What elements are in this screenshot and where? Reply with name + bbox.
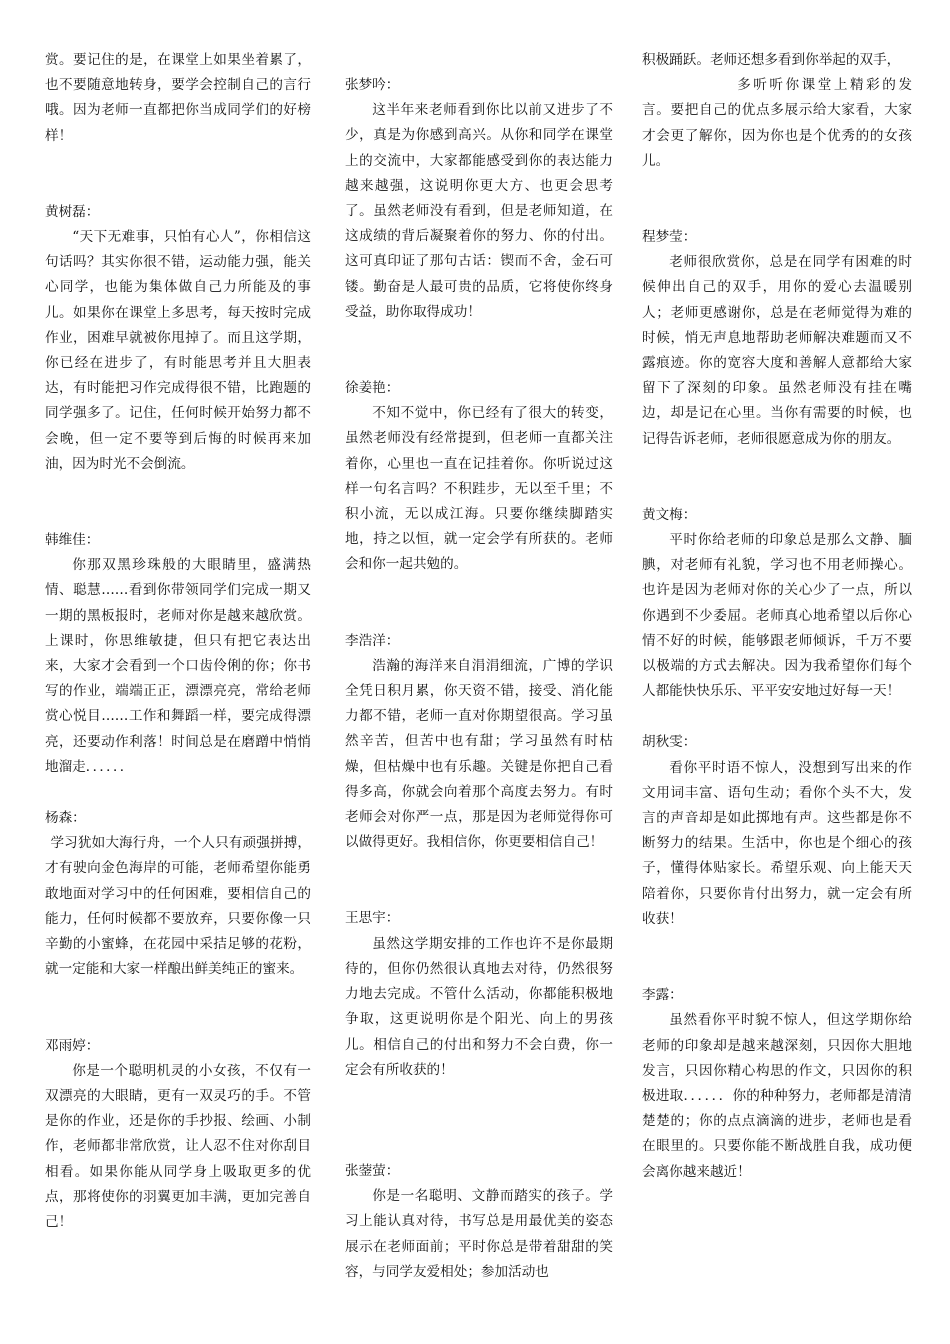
comment-text: 平时你给老师的印象总是那么文静、腼腆，对老师有礼貌，学习也不用老师操心。也许是因为老师对你的关心少了一点，所以你遇到不少委屈。老师真心地希望以后你心情不好的时候，能够跟老师倾诉，千万不要以极端的方式去解决。因为我希望你们每个人都能快快乐乐、平平安安地过好每一天！ — [642, 532, 912, 700]
student-name: 王思宇： — [345, 910, 400, 927]
student-name: 程梦莹： — [642, 229, 697, 246]
comment-text: “天下无难事，只怕有心人”，你相信这句话吗？其实你很不错，运动能力强，能关心同学，也能为集体做自己力所能及的事儿。如果你在课堂上多思考，每天按时完成作业，困难早就被你甩掉了。而且这学期，你已经在进步了，有时能思考并且大胆表达，有时能把习作完成得很不错，比跑题的同学强多了。记住，任何时候开始努力都不会晚，但一定不要等到后悔的时候再来加油，因为时光不会倒流。 — [45, 229, 311, 472]
student-name: 徐姜艳： — [345, 380, 400, 397]
comment-text: 多听听你课堂上精彩的发言。要把自己的优点多展示给大家看，大家才会更了解你，因为你也是个优秀的的女孩儿。 — [642, 77, 912, 169]
comment-text: 学习犹如大海行舟，一个人只有顽强拼搏，才有驶向金色海岸的可能，老师希望你能勇敢地面对学习中的任何困难，要相信自己的能力，任何时候都不要放弃，只要你像一只辛勤的小蜜蜂，在花园中采拮足够的花粉，就一定能和大家一样酿出鲜美纯正的蜜来。 — [45, 835, 311, 978]
comment-text: 老师很欣赏你，总是在同学有困难的时候伸出自己的双手，用你的爱心去温暖别人；老师更感谢你，总是在老师觉得为难的时候，悄无声息地帮助老师解决难题而又不露痕迹。你的宽容大度和善解人意都给大家留下了深刻的印象。虽然老师没有挂在嘴边，却是记在心里。当你有需要的时候，也记得告诉老师，老师很愿意成为你的朋友。 — [642, 254, 912, 447]
student-name: 韩维佳： — [45, 532, 100, 549]
comment-text: 浩瀚的海洋来自涓涓细流，广博的学识全凭日积月累，你天资不错，接受、消化能力都不错，老师一直对你期望很高。学习虽然辛苦，但苦中也有甜；学习虽然有时枯燥，但枯燥中也有乐趣。关键是你把自己看得多高，你就会向着那个高度去努力。有时老师会对你严一点，那是因为老师觉得你可以做得更好。我相信你，你更要相信自己！ — [345, 657, 613, 851]
comment-text: 你是一名聪明、文静而踏实的孩子。学习上能认真对待，书写总是用最优美的姿态展示在老师面前；平时你总是带着甜甜的笑容，与同学友爱相处；参加活动也 — [345, 1188, 613, 1280]
student-name: 李浩洋： — [345, 632, 400, 649]
column-2 — [345, 73, 613, 1285]
column-1 — [45, 48, 311, 1235]
student-name: 黄树磊： — [45, 203, 100, 220]
comment-text: 你那双黑珍珠般的大眼睛里，盛满热情、聪慧……看到你带领同学们完成一期又一期的黑板报时，老师对你是越来越欣赏。上课时，你思维敏捷，但只有把它表达出来，大家才会看到一个口齿伶俐的你；你书写的作业，端端正正，漂漂亮亮，常给老师赏心悦目……工作和舞蹈一样，要完成得漂亮，还要动作利落！时间总是在磨蹭中悄悄地溜走．．．．．． — [45, 557, 311, 775]
comment-text: 看你平时语不惊人，没想到写出来的作文用词丰富、语句生动；看你个头不大，发言的声音却是如此掷地有声。这些都是你不断努力的结果。生活中，你也是个细心的孩子，懂得体贴家长。希望乐观、向上能天天陪着你，只要你肯付出努力，就一定会有所收获！ — [642, 759, 912, 927]
student-name: 张蓥萤： — [345, 1162, 400, 1179]
comment-text: 你是一个聪明机灵的小女孩，不仅有一双漂亮的大眼睛，更有一双灵巧的手。不管是你的作业，还是你的手抄报、绘画、小制作，老师都非常欣赏，让人忍不住对你刮目相看。如果你能从同学身上吸取更多的优点，那将使你的羽翼更加丰满，更加完善自己！ — [45, 1062, 311, 1230]
student-name: 杨森： — [45, 810, 86, 827]
student-name: 李露： — [642, 987, 683, 1004]
comment-text: 不知不觉中，你已经有了很大的转变，虽然老师没有经常提到，但老师一直都关注着你，心里也一直在记挂着你。你听说过这样一句名言吗？不积跬步，无以至千里；不积小流，无以成江海。只要你继续脚踏实地，持之以恒，就一定会学有所获的。老师会和你一起共勉的。 — [345, 405, 613, 573]
comment-text: 虽然这学期安排的工作也许不是你最期待的，但你仍然很认真地去对待，仍然很努力地去完成。不管什么活动，你都能积极地争取，这更说明你是个阳光、向上的男孩儿。相信自己的付出和努力不会白费，你一定会有所收获的！ — [345, 935, 613, 1078]
student-name: 张梦吟： — [345, 77, 400, 93]
student-name: 胡秋雯： — [642, 734, 697, 751]
comment-text: 虽然看你平时貌不惊人，但这学期你给老师的印象却是越来越深刻，只因你大胆地发言，只因你精心构思的作文，只因你的积极进取．．．．．．你的种种努力，老师都是清清楚楚的；你的点点滴滴的进步，老师也是看在眼里的。只要你能不断战胜自我，成功便会离你越来越近！ — [642, 1012, 912, 1180]
comment-text: 这半年来老师看到你比以前又进步了不少，真是为你感到高兴。从你和同学在课堂上的交流中，大家都能感受到你的表达能力越来越强，这说明你更大方、也更会思考了。虽然老师没有看到，但是老师知道，在这成绩的背后凝聚着你的努力、你的付出。这可真印证了那句古话：锲而不舍，金石可镂。勤奋是人最可贵的品质，它将使你终身受益，助你取得成功！ — [345, 102, 613, 320]
comment-text: 赏。要记住的是，在课堂上如果坐着累了，也不要随意地转身，要学会控制自己的言行哦。因为老师一直都把你当成同学们的好榜样！ — [45, 52, 311, 144]
comment-text: 积极踊跃。老师还想多看到你举起的双手， — [642, 52, 901, 68]
student-name: 邓雨婷： — [45, 1037, 100, 1054]
student-name: 黄文梅： — [642, 506, 697, 523]
column-3 — [642, 48, 912, 1185]
